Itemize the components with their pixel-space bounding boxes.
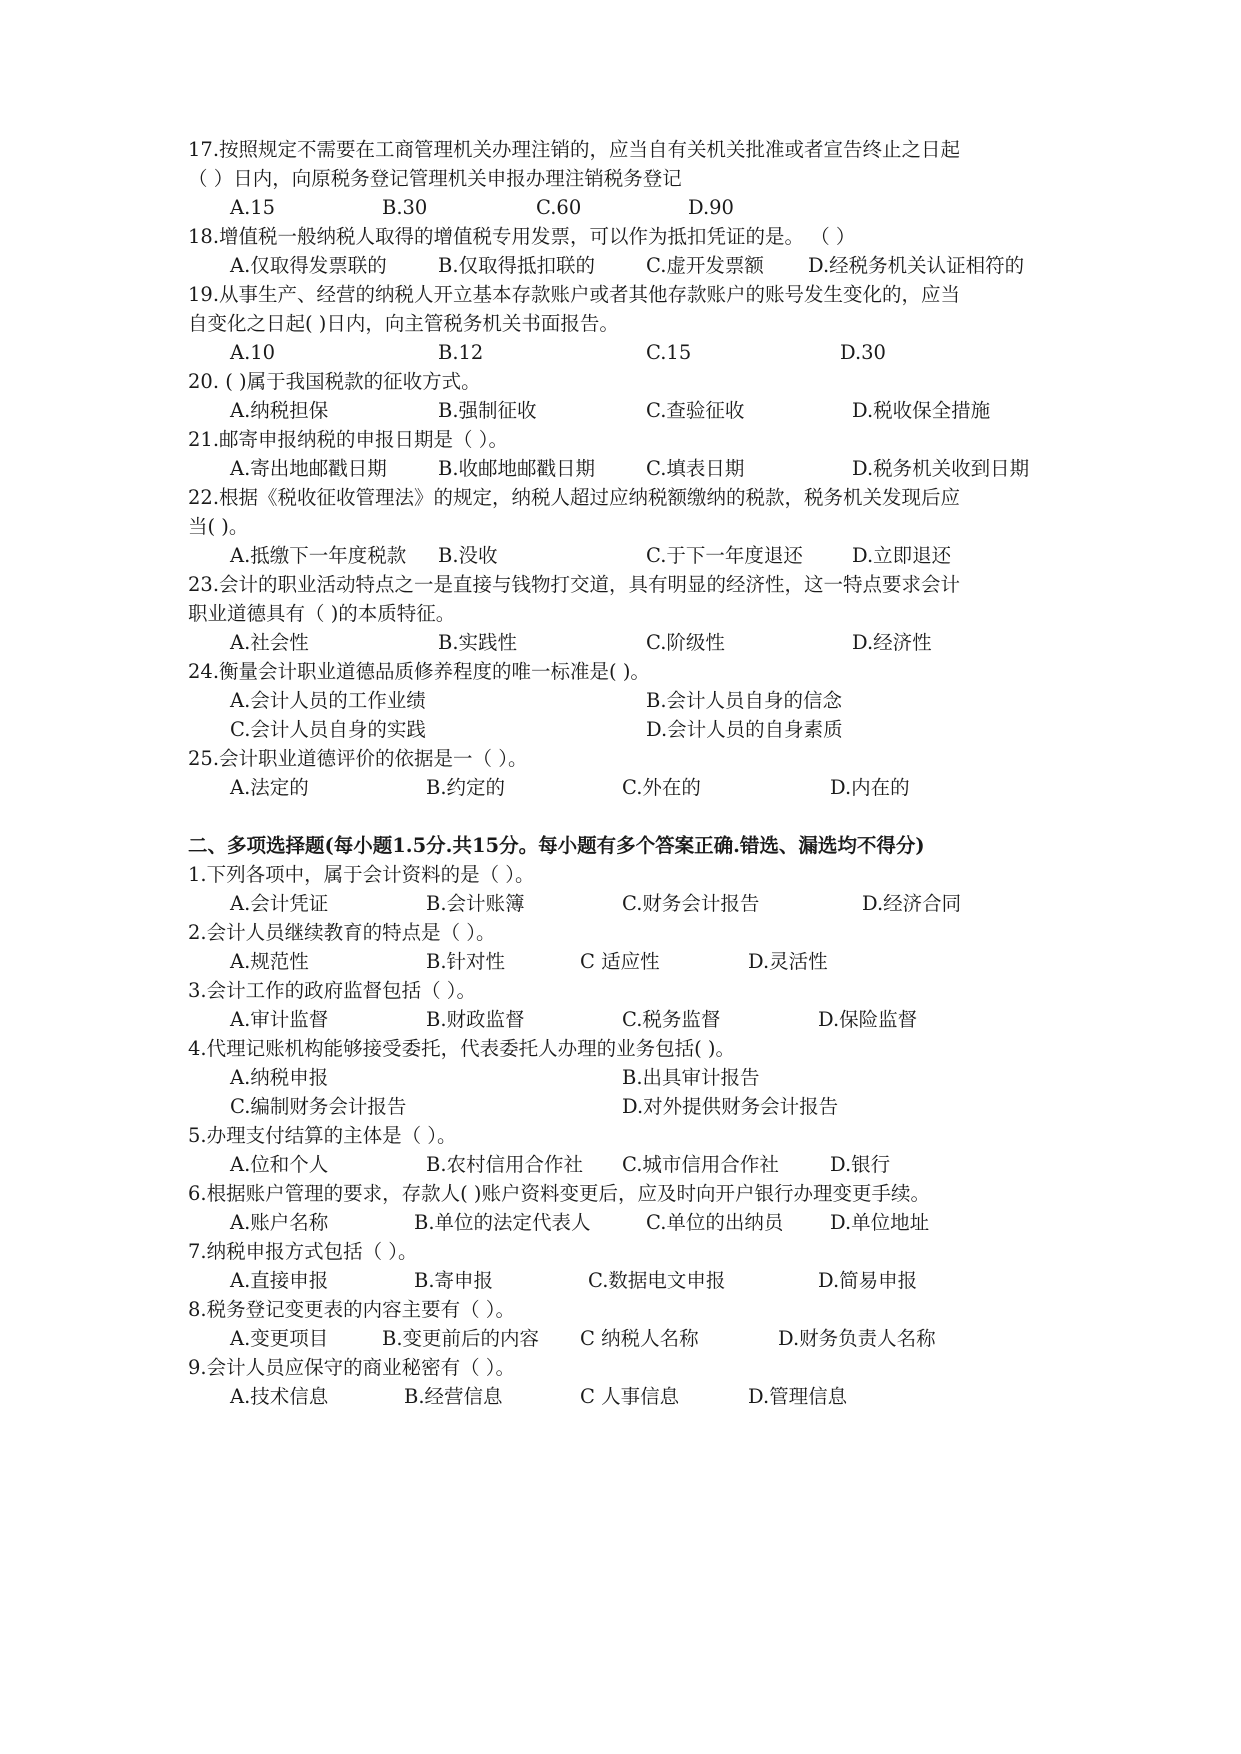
multi-question-6-text: 6.根据账户管理的要求，存款人( )账户资料变更后，应及时向开户银行办理变更手续。 bbox=[188, 1182, 931, 1205]
question-23-option-c: C.阶级性 bbox=[646, 631, 725, 654]
question-17-text: 17.按照规定不需要在工商管理机关办理注销的，应当自有关机关批准或者宣告终止之日起 bbox=[188, 138, 961, 161]
multi-question-9-option-a: A.技术信息 bbox=[230, 1385, 329, 1408]
multi-question-7-text: 7.纳税申报方式包括（ ）。 bbox=[188, 1240, 418, 1263]
question-25-option-a: A.法定的 bbox=[230, 776, 309, 799]
question-23-text-cont: 职业道德具有（ )的本质特征。 bbox=[188, 602, 456, 625]
question-23-text: 23.会计的职业活动特点之一是直接与钱物打交道，具有明显的经济性，这一特点要求会计 bbox=[188, 573, 961, 596]
multi-question-7-option-b: B.寄申报 bbox=[414, 1269, 494, 1292]
question-20-text: 20. ( )属于我国税款的征收方式。 bbox=[188, 370, 481, 393]
question-24-text: 24.衡量会计职业道德品质修养程度的唯一标准是( )。 bbox=[188, 660, 650, 683]
question-17-option-a: A.15 bbox=[230, 196, 276, 219]
question-17-option-b: B.30 bbox=[382, 196, 428, 219]
multi-question-4-option-d: D.对外提供财务会计报告 bbox=[622, 1095, 839, 1118]
question-25-option-c: C.外在的 bbox=[622, 776, 701, 799]
multi-question-9-option-b: B.经营信息 bbox=[404, 1385, 503, 1408]
multi-question-1-option-a: A.会计凭证 bbox=[230, 892, 329, 915]
question-25-text: 25.会计职业道德评价的依据是一（ ）。 bbox=[188, 747, 528, 770]
multi-question-3-option-d: D.保险监督 bbox=[818, 1008, 918, 1031]
question-19-option-b: B.12 bbox=[438, 341, 484, 364]
question-24-option-a: A.会计人员的工作业绩 bbox=[230, 689, 426, 712]
question-17-option-d: D.90 bbox=[688, 196, 734, 219]
multi-question-3-option-a: A.审计监督 bbox=[230, 1008, 329, 1031]
multi-question-4-text: 4.代理记账机构能够接受委托，代表委托人办理的业务包括( )。 bbox=[188, 1037, 736, 1060]
question-22-option-c: C.于下一年度退还 bbox=[646, 544, 803, 567]
question-21-option-b: B.收邮地邮戳日期 bbox=[438, 457, 596, 480]
question-19-option-c: C.15 bbox=[646, 341, 692, 364]
question-23-option-a: A.社会性 bbox=[230, 631, 309, 654]
question-20-option-b: B.强制征收 bbox=[438, 399, 537, 422]
question-18-option-c: C.虚开发票额 bbox=[646, 254, 764, 277]
multi-question-6-option-a: A.账户名称 bbox=[230, 1211, 329, 1234]
question-25-option-d: D.内在的 bbox=[830, 776, 910, 799]
question-25-option-b: B.约定的 bbox=[426, 776, 506, 799]
question-21-option-c: C.填表日期 bbox=[646, 457, 745, 480]
multi-question-7-option-a: A.直接申报 bbox=[230, 1269, 329, 1292]
multi-question-9-option-d: D.管理信息 bbox=[748, 1385, 848, 1408]
question-19-text-cont: 自变化之日起( )日内，向主管税务机关书面报告。 bbox=[188, 312, 619, 335]
multi-question-5-option-a: A.位和个人 bbox=[230, 1153, 329, 1176]
question-20-option-c: C.查验征收 bbox=[646, 399, 745, 422]
multi-question-3-text: 3.会计工作的政府监督包括（ ）。 bbox=[188, 979, 477, 1002]
question-18-option-b: B.仅取得抵扣联的 bbox=[438, 254, 596, 277]
question-19-option-d: D.30 bbox=[840, 341, 886, 364]
question-17-text-cont: （ ）日内，向原税务登记管理机关申报办理注销税务登记 bbox=[188, 167, 682, 190]
question-24-option-c: C.会计人员自身的实践 bbox=[230, 718, 426, 741]
question-22-option-a: A.抵缴下一年度税款 bbox=[230, 544, 407, 567]
question-21-text: 21.邮寄申报纳税的申报日期是（ ）。 bbox=[188, 428, 508, 451]
question-21-option-d: D.税务机关收到日期 bbox=[852, 457, 1030, 480]
multi-question-8-option-d: D.财务负责人名称 bbox=[778, 1327, 936, 1350]
question-18-option-a: A.仅取得发票联的 bbox=[230, 254, 387, 277]
multi-question-5-text: 5.办理支付结算的主体是（ ）。 bbox=[188, 1124, 457, 1147]
question-23-option-b: B.实践性 bbox=[438, 631, 518, 654]
multi-question-2-option-c: C 适应性 bbox=[580, 950, 660, 973]
question-18-text: 18.增值税一般纳税人取得的增值税专用发票，可以作为抵扣凭证的是。 （ ） bbox=[188, 225, 856, 248]
question-18-option-d: D.经税务机关认证相符的 bbox=[808, 254, 1025, 277]
question-20-option-d: D.税收保全措施 bbox=[852, 399, 991, 422]
multi-question-1-option-b: B.会计账簿 bbox=[426, 892, 525, 915]
question-19-option-a: A.10 bbox=[230, 341, 276, 364]
multi-question-4-option-b: B.出具审计报告 bbox=[622, 1066, 760, 1089]
multi-question-1-option-d: D.经济合同 bbox=[862, 892, 962, 915]
multi-question-2-option-d: D.灵活性 bbox=[748, 950, 828, 973]
question-22-text-cont: 当( )。 bbox=[188, 515, 249, 538]
multi-question-8-text: 8.税务登记变更表的内容主要有（ ）。 bbox=[188, 1298, 516, 1321]
multi-question-8-option-c: C 纳税人名称 bbox=[580, 1327, 699, 1350]
multi-question-5-option-c: C.城市信用合作社 bbox=[622, 1153, 779, 1176]
multi-question-3-option-c: C.税务监督 bbox=[622, 1008, 721, 1031]
multi-question-4-option-a: A.纳税申报 bbox=[230, 1066, 329, 1089]
question-20-option-a: A.纳税担保 bbox=[230, 399, 329, 422]
question-23-option-d: D.经济性 bbox=[852, 631, 932, 654]
multi-question-7-option-c: C.数据电文申报 bbox=[588, 1269, 726, 1292]
multi-question-8-option-b: B.变更前后的内容 bbox=[382, 1327, 540, 1350]
question-17-option-c: C.60 bbox=[536, 196, 582, 219]
question-24-option-b: B.会计人员自身的信念 bbox=[646, 689, 843, 712]
multi-question-5-option-b: B.农村信用合作社 bbox=[426, 1153, 584, 1176]
multi-question-6-option-d: D.单位地址 bbox=[830, 1211, 930, 1234]
multi-question-1-text: 1.下列各项中，属于会计资料的是（ ）。 bbox=[188, 863, 535, 886]
multi-question-2-option-a: A.规范性 bbox=[230, 950, 309, 973]
multi-question-1-option-c: C.财务会计报告 bbox=[622, 892, 760, 915]
multi-question-4-option-c: C.编制财务会计报告 bbox=[230, 1095, 407, 1118]
question-22-text: 22.根据《税收征收管理法》的规定，纳税人超过应纳税额缴纳的税款，税务机关发现后应 bbox=[188, 486, 961, 509]
multi-question-2-option-b: B.针对性 bbox=[426, 950, 506, 973]
question-24-option-d: D.会计人员的自身素质 bbox=[646, 718, 843, 741]
question-21-option-a: A.寄出地邮戳日期 bbox=[230, 457, 387, 480]
multi-question-2-text: 2.会计人员继续教育的特点是（ ）。 bbox=[188, 921, 496, 944]
multi-question-5-option-d: D.银行 bbox=[830, 1153, 891, 1176]
multi-question-8-option-a: A.变更项目 bbox=[230, 1327, 329, 1350]
multi-question-7-option-d: D.简易申报 bbox=[818, 1269, 918, 1292]
multi-question-9-option-c: C 人事信息 bbox=[580, 1385, 680, 1408]
multi-question-6-option-c: C.单位的出纳员 bbox=[646, 1211, 784, 1234]
section-heading-multiple-choice: 二、多项选择题(每小题1.5分.共15分。每小题有多个答案正确.错选、漏选均不得分) bbox=[188, 834, 925, 857]
question-22-option-d: D.立即退还 bbox=[852, 544, 952, 567]
multi-question-3-option-b: B.财政监督 bbox=[426, 1008, 525, 1031]
multi-question-6-option-b: B.单位的法定代表人 bbox=[414, 1211, 591, 1234]
question-22-option-b: B.没收 bbox=[438, 544, 498, 567]
multi-question-9-text: 9.会计人员应保守的商业秘密有（ ）。 bbox=[188, 1356, 516, 1379]
question-19-text: 19.从事生产、经营的纳税人开立基本存款账户或者其他存款账户的账号发生变化的，应当 bbox=[188, 283, 961, 306]
